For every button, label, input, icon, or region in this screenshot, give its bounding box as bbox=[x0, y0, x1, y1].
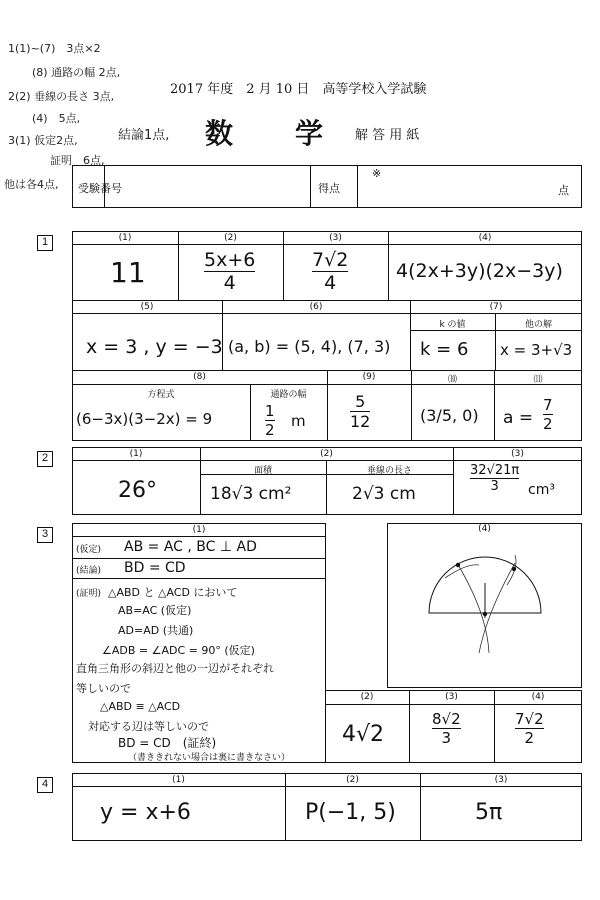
q4-3-label: (3) bbox=[494, 775, 508, 785]
point-a bbox=[456, 563, 460, 567]
q1-5-answer[interactable]: x = 3 , y = −3 bbox=[86, 336, 223, 358]
proof-line-7: △ABD ≡ △ACD bbox=[100, 700, 181, 713]
q1-1-answer[interactable]: 11 bbox=[110, 256, 146, 289]
q2-1-label: (1) bbox=[129, 449, 143, 459]
q4-2-label: (2) bbox=[346, 775, 359, 785]
examinee-number-field[interactable] bbox=[105, 166, 310, 207]
q3-assume-answer[interactable]: AB = AC , BC ⊥ AD bbox=[124, 539, 257, 555]
grading-note-5b: 結論1点, bbox=[118, 128, 170, 143]
question-2-number: 2 bbox=[37, 451, 53, 467]
q1-11-answer[interactable] bbox=[543, 396, 553, 433]
q1-8-denominator: 2 bbox=[265, 421, 275, 439]
q3-assume-label: (仮定) bbox=[76, 545, 102, 555]
q3-4-label: (4) bbox=[531, 692, 545, 702]
q1-4-label: (4) bbox=[478, 233, 492, 243]
score-label: 得点 bbox=[318, 182, 340, 195]
q3-3-denominator: 3 bbox=[441, 729, 452, 747]
q1-3-answer[interactable] bbox=[312, 249, 348, 294]
q2-2-area-label: 面積 bbox=[253, 466, 272, 476]
q1-9-numerator: 5 bbox=[355, 392, 366, 411]
q2-2-perp-answer[interactable]: 2√3 cm bbox=[352, 484, 416, 504]
q3-back-note: （書ききれない場合は裏に書きなさい） bbox=[128, 753, 291, 763]
grading-note-4: (4) 5点, bbox=[32, 112, 81, 125]
proof-line-5: 直角三角形の斜辺と他の一辺がそれぞれ bbox=[76, 662, 274, 675]
q1-8-unit: m bbox=[291, 412, 306, 430]
q1-8-label: (8) bbox=[193, 372, 206, 382]
q1-2-numerator: 5x+6 bbox=[204, 249, 256, 271]
construction-line-1 bbox=[457, 563, 489, 653]
score-mark: ※ bbox=[372, 167, 382, 180]
proof-line-8: 対応する辺は等しいので bbox=[88, 720, 209, 733]
q1-11-numerator: 7 bbox=[543, 396, 553, 414]
q1-10-answer[interactable]: (3/5, 0) bbox=[420, 406, 479, 425]
q1-3-numerator: 7√2 bbox=[312, 249, 349, 271]
q2-1-answer[interactable]: 26° bbox=[118, 478, 157, 503]
q1-2-label: (2) bbox=[224, 233, 237, 243]
q3-conclusion-label: (結論) bbox=[76, 566, 102, 576]
examinee-number-label: 受験番号 bbox=[78, 182, 122, 195]
exam-title: 2017 年度 2 月 10 日 高等学校入学試験 bbox=[170, 82, 427, 97]
q3-1-label: (1) bbox=[192, 525, 206, 535]
q3-3-numerator: 8√2 bbox=[432, 710, 461, 728]
question-1-number: 1 bbox=[37, 235, 53, 251]
q3-4-answer[interactable] bbox=[515, 710, 544, 747]
q1-11-a: a = bbox=[503, 408, 534, 428]
proof-line-1: △ABD と △ACD において bbox=[108, 586, 238, 599]
q4-1-label: (1) bbox=[172, 775, 185, 785]
construction-figure bbox=[387, 523, 582, 688]
q1-9-answer[interactable] bbox=[350, 392, 370, 431]
proof-line-4: ∠ADB = ∠ADC = 90° (仮定) bbox=[102, 644, 255, 657]
q2-2-area-answer[interactable]: 18√3 cm² bbox=[210, 484, 292, 504]
q1-3-label: (3) bbox=[329, 233, 342, 243]
proof-line-9: BD = CD (証終) bbox=[118, 736, 217, 750]
q1-8-eq-answer[interactable]: (6−3x)(3−2x) = 9 bbox=[76, 410, 213, 428]
grading-note-5: 3(1) 仮定2点, bbox=[8, 134, 78, 147]
answer-sheet-title: 解 答 用 紙 bbox=[355, 128, 420, 143]
q3-2-answer[interactable]: 4√2 bbox=[342, 722, 385, 747]
q2-3-answer[interactable] bbox=[470, 463, 519, 494]
q2-3-denominator: 3 bbox=[490, 479, 499, 494]
q1-7-other-label: 他の解 bbox=[524, 320, 552, 330]
q1-5-label: (5) bbox=[140, 302, 154, 312]
q1-6-answer[interactable]: (a, b) = (5, 4), (7, 3) bbox=[228, 337, 391, 356]
question-3-number: 3 bbox=[37, 527, 53, 543]
q2-3-label: (3) bbox=[511, 449, 524, 459]
construction-line-2 bbox=[479, 563, 515, 653]
q1-6-label: (6) bbox=[309, 302, 323, 312]
q3-3-label: (3) bbox=[445, 692, 458, 702]
q2-2-label: (2) bbox=[320, 449, 333, 459]
q1-7-other-answer[interactable]: x = 3+√3 bbox=[500, 341, 573, 359]
q4-1-answer[interactable]: y = x+6 bbox=[100, 800, 191, 825]
q2-3-numerator: 32√21π bbox=[470, 463, 520, 478]
q1-9-denominator: 12 bbox=[350, 412, 371, 431]
grading-note-1: 1(1)~(7) 3点×2 bbox=[8, 42, 101, 55]
q3-4-denominator: 2 bbox=[524, 729, 535, 747]
proof-line-2: AB=AC (仮定) bbox=[118, 604, 192, 617]
q3-conclusion-answer[interactable]: BD = CD bbox=[124, 560, 186, 576]
proof-line-6: 等しいので bbox=[76, 682, 131, 695]
proof-line-3: AD=AD (共通) bbox=[118, 624, 194, 637]
q3-3-answer[interactable] bbox=[432, 710, 461, 747]
q2-2-perp-label: 垂線の長さ bbox=[366, 466, 412, 476]
q3-2-label: (2) bbox=[360, 692, 374, 702]
q1-2-answer[interactable] bbox=[204, 249, 255, 294]
question-4-number: 4 bbox=[37, 777, 53, 793]
q1-2-denominator: 4 bbox=[223, 272, 236, 294]
q4-3-answer[interactable]: 5π bbox=[475, 800, 503, 825]
q2-3-unit: cm³ bbox=[528, 482, 555, 498]
point-c bbox=[483, 612, 487, 616]
q1-4-answer[interactable]: 4(2x+3y)(2x−3y) bbox=[396, 260, 563, 282]
grading-note-6: 証明 6点, bbox=[50, 154, 105, 167]
q1-7-k-answer[interactable]: k = 6 bbox=[420, 339, 469, 360]
q1-7-k-label: k の値 bbox=[439, 320, 466, 330]
q3-4-numerator: 7√2 bbox=[515, 710, 544, 728]
grading-note-7: 他は各4点, bbox=[4, 178, 59, 191]
score-unit: 点 bbox=[558, 184, 569, 197]
q1-3-denominator: 4 bbox=[324, 272, 337, 294]
q1-11-denominator: 2 bbox=[543, 415, 553, 433]
subject-title: 数 学 bbox=[205, 117, 326, 150]
q1-8-numerator: 1 bbox=[265, 402, 275, 420]
q1-7-label: (7) bbox=[489, 302, 503, 312]
q1-8-width-label: 通路の幅 bbox=[270, 390, 307, 400]
q1-9-label: (9) bbox=[362, 372, 376, 382]
q1-8-eq-label: 方程式 bbox=[147, 390, 175, 400]
point-b bbox=[512, 567, 516, 571]
q3-proof-label: (証明) bbox=[76, 589, 102, 599]
q1-1-label: (1) bbox=[118, 233, 132, 243]
q1-10-label: ⑽ bbox=[447, 375, 457, 385]
grading-note-2: (8) 通路の幅 2点, bbox=[32, 66, 121, 79]
grading-note-3: 2(2) 垂線の長さ 3点, bbox=[8, 90, 115, 103]
q4-2-answer[interactable]: P(−1, 5) bbox=[305, 800, 396, 825]
q3-4-figure-label: (4) bbox=[478, 524, 491, 534]
q1-8-width-answer[interactable] bbox=[265, 402, 275, 439]
q1-11-label: ⑾ bbox=[533, 375, 543, 385]
